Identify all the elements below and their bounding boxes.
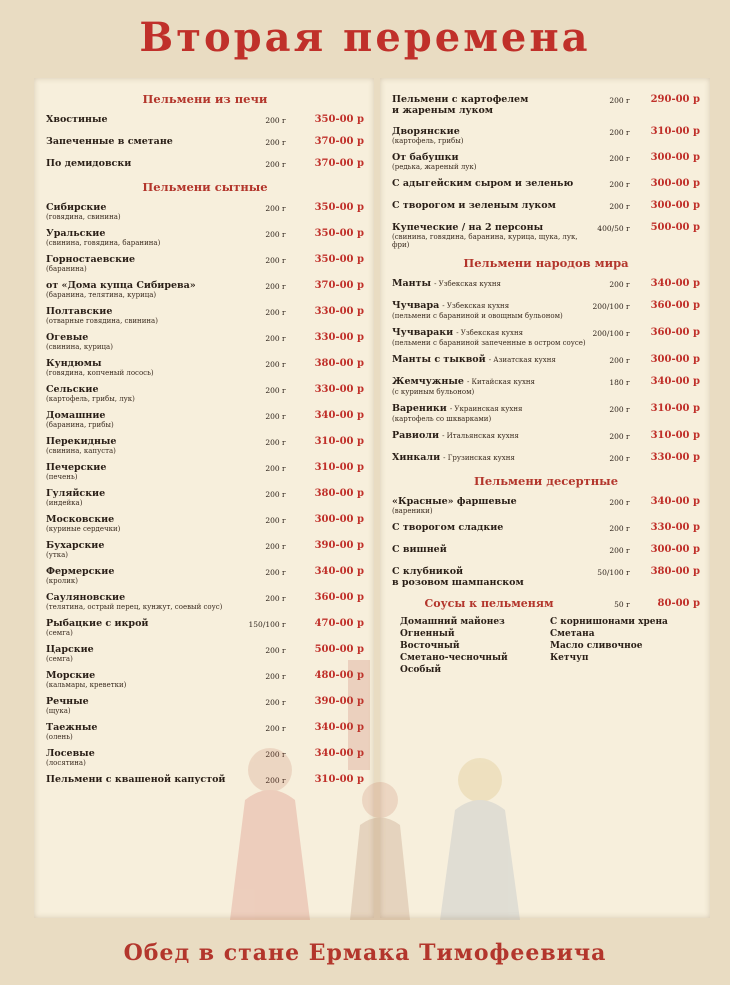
dish-name: Кундюмы: [46, 358, 102, 369]
dish-name: Морские: [46, 670, 96, 681]
dish-price: 480-00 р: [314, 670, 364, 681]
dish-ingredients: (картофель со шкварками): [392, 415, 492, 423]
dish-ingredients: (семга): [46, 629, 73, 637]
menu-item-text: [46, 722, 246, 741]
menu-item-text: [392, 354, 586, 366]
dish-name: По демидовски: [46, 158, 132, 169]
dish-origin: - Узбекская кухня: [434, 280, 501, 288]
menu-item: [46, 202, 364, 221]
dish-origin: - Китайская кухня: [466, 378, 535, 386]
menu-item: [46, 540, 364, 559]
dish-price: 390-00 р: [314, 540, 364, 551]
menu-item: [392, 376, 700, 396]
dish-price: 300-00 р: [650, 544, 700, 555]
dish-name: С адыгейским сыром и зеленью: [392, 178, 574, 189]
dish-weight: 180 г: [609, 378, 630, 387]
dish-weight: 200 г: [265, 568, 286, 577]
dish-price: 360-00 р: [314, 592, 364, 603]
dish-price: 300-00 р: [650, 178, 700, 189]
dish-weight: 200 г: [265, 308, 286, 317]
dish-weight: 200 г: [265, 360, 286, 369]
dish-weight: 200 г: [265, 256, 286, 265]
menu-item: [46, 114, 364, 126]
menu-item-text: [46, 540, 246, 559]
sauce-item: Восточный: [400, 641, 460, 651]
menu-item: [392, 222, 700, 249]
dish-price: 350-00 р: [314, 114, 364, 125]
dish-name: Хвостиные: [46, 114, 108, 125]
menu-item: [46, 254, 364, 273]
sauces-weight: 50 г: [614, 600, 630, 609]
dish-price: 330-00 р: [650, 522, 700, 533]
dish-name: Гуляйские: [46, 488, 106, 499]
menu-item: [46, 566, 364, 585]
dish-ingredients: (свинина, говядина, баранина): [46, 239, 161, 247]
menu-item-text: [46, 436, 246, 455]
menu-item-text: [46, 114, 246, 125]
dish-weight: 200 г: [265, 204, 286, 213]
dish-weight: 200 г: [609, 546, 630, 555]
dish-weight: 400/50 г: [597, 224, 630, 233]
menu-item: [392, 178, 700, 190]
menu-item-text: [46, 358, 246, 377]
dish-name: Лосевые: [46, 748, 95, 759]
sauce-item: Кетчуп: [550, 653, 589, 663]
menu-item-text: [392, 222, 586, 249]
dish-ingredients: (картофель, грибы, лук): [46, 395, 135, 403]
sauces-title: Соусы к пельменям: [424, 597, 554, 610]
dish-weight: 200 г: [265, 724, 286, 733]
menu-item-text: [392, 403, 586, 423]
dish-name: С вишней: [392, 544, 447, 555]
menu-panel-left: [34, 78, 374, 918]
dish-weight: 200 г: [609, 128, 630, 137]
dish-weight: 200 г: [265, 672, 286, 681]
dish-price: 380-00 р: [314, 358, 364, 369]
dish-price: 340-00 р: [650, 278, 700, 289]
dish-weight: 200 г: [609, 432, 630, 441]
dish-ingredients: (лосятина): [46, 759, 86, 767]
sauce-item: Сметано-чесночный: [400, 653, 508, 663]
menu-item: [392, 354, 700, 366]
dish-ingredients: (редька, жареный лук): [392, 163, 477, 171]
dish-name-line2: и жареным луком: [392, 105, 494, 116]
menu-item-text: [392, 178, 586, 189]
dish-price: 370-00 р: [314, 280, 364, 291]
dish-weight: 200 г: [609, 405, 630, 414]
dish-origin: - Азиатская кухня: [488, 356, 556, 364]
dish-name: Полтавские: [46, 306, 113, 317]
dish-price: 500-00 р: [650, 222, 700, 233]
dish-ingredients: (баранина, телятина, курица): [46, 291, 157, 299]
dish-weight: 200 г: [609, 280, 630, 289]
footer-slogan: Обед в стане Ермака Тимофеевича: [123, 940, 607, 966]
menu-item: [46, 670, 364, 689]
menu-item: [392, 94, 700, 116]
menu-item-text: [46, 514, 246, 533]
dish-name: Горностаевские: [46, 254, 136, 265]
dish-ingredients: (печень): [46, 473, 78, 481]
dish-name: С клубникой: [392, 566, 464, 577]
menu-item-text: [46, 136, 246, 147]
section-title: Пельмени народов мира: [463, 256, 629, 270]
section-title: Пельмени десертные: [473, 474, 619, 488]
menu-item: [46, 722, 364, 741]
dish-name: «Красные» фаршевые: [392, 496, 517, 507]
dish-weight: 150/100 г: [248, 620, 286, 629]
menu-item-text: [392, 452, 586, 464]
dish-price: 340-00 р: [314, 566, 364, 577]
menu-item: [46, 488, 364, 507]
dish-ingredients: (пельмени с бараниной и овощным бульоном): [392, 312, 563, 320]
dish-price: 300-00 р: [650, 152, 700, 163]
dish-price: 300-00 р: [650, 354, 700, 365]
menu-item-text: [46, 670, 246, 689]
menu-panel-right: [380, 78, 710, 918]
menu-item: [46, 136, 364, 148]
dish-weight: 200 г: [265, 776, 286, 785]
dish-weight: 200 г: [609, 96, 630, 105]
dish-price: 380-00 р: [314, 488, 364, 499]
menu-item: [46, 158, 364, 170]
dish-ingredients: (телятина, острый перец, кунжут, соевый соус): [46, 603, 223, 611]
menu-item-text: [46, 488, 246, 507]
dish-name: Московские: [46, 514, 115, 525]
dish-name: Запеченные в сметане: [46, 136, 173, 147]
menu-item-text: [46, 332, 246, 351]
dish-ingredients: (пельмени с бараниной запеченные в остром соусе): [392, 339, 586, 347]
menu-item: [392, 327, 700, 347]
menu-item-text: [46, 618, 246, 637]
dish-weight: 200 г: [609, 498, 630, 507]
sauces-header: [392, 598, 700, 610]
menu-item: [392, 544, 700, 556]
dish-ingredients: (кальмары, креветки): [46, 681, 127, 689]
menu-item-text: [46, 228, 246, 247]
menu-item: [46, 774, 364, 786]
menu-item-text: [392, 152, 586, 171]
dish-name: Сауляновские: [46, 592, 126, 603]
sauce-item: Масло сливочное: [550, 641, 643, 651]
dish-price: 310-00 р: [314, 462, 364, 473]
dish-name: Хинкали: [392, 452, 441, 463]
menu-item: [46, 618, 364, 637]
dish-ingredients: (баранина, грибы): [46, 421, 114, 429]
dish-weight: 200 г: [609, 202, 630, 211]
dish-weight: 200 г: [609, 356, 630, 365]
dish-ingredients: (говядина, копченый лосось): [46, 369, 154, 377]
menu-item-text: [46, 748, 246, 767]
dish-weight: 200/100 г: [592, 302, 630, 311]
menu-item-text: [392, 327, 586, 347]
menu-item: [392, 278, 700, 290]
dish-ingredients: (вареники): [392, 507, 433, 515]
dish-price: 350-00 р: [314, 202, 364, 213]
dish-origin: - Узбекская кухня: [442, 302, 510, 310]
dish-weight: 200 г: [265, 282, 286, 291]
dish-weight: 200 г: [609, 524, 630, 533]
dish-weight: 200 г: [265, 386, 286, 395]
menu-item-text: [392, 522, 586, 533]
dish-price: 310-00 р: [650, 403, 700, 414]
dish-name: От бабушки: [392, 152, 459, 163]
menu-item-text: [46, 566, 246, 585]
dish-price: 330-00 р: [314, 306, 364, 317]
dish-weight: 200 г: [265, 464, 286, 473]
dish-ingredients: (индейка): [46, 499, 83, 507]
sauces-col-1: [400, 616, 550, 676]
section-title: Пельмени сытные: [142, 180, 268, 194]
dish-weight: 200 г: [609, 454, 630, 463]
dish-price: 310-00 р: [314, 774, 364, 785]
dish-name: Равиоли: [392, 430, 440, 441]
dish-name: Манты с тыквой: [392, 354, 486, 365]
dish-price: 340-00 р: [314, 410, 364, 421]
dish-ingredients: (с куриным бульоном): [392, 388, 475, 396]
dish-name: Домашние: [46, 410, 106, 421]
menu-item-text: [392, 278, 586, 290]
dish-weight: 200 г: [265, 334, 286, 343]
dish-origin: - Итальянская кухня: [442, 432, 519, 440]
dish-ingredients: (семга): [46, 655, 73, 663]
menu-item: [46, 514, 364, 533]
dish-price: 500-00 р: [314, 644, 364, 655]
dish-price: 330-00 р: [314, 332, 364, 343]
dish-price: 300-00 р: [650, 200, 700, 211]
dish-weight: 200 г: [265, 138, 286, 147]
menu-item-text: [392, 200, 586, 211]
dish-price: 390-00 р: [314, 696, 364, 707]
dish-weight: 200 г: [265, 116, 286, 125]
sauces-list: [400, 616, 700, 676]
dish-name: Вареники: [392, 403, 447, 414]
dish-weight: 200 г: [265, 412, 286, 421]
dish-origin: - Узбекская кухня: [456, 329, 524, 337]
dish-weight: 200 г: [265, 516, 286, 525]
menu-item-text: [392, 94, 586, 116]
menu-item-text: [392, 300, 586, 320]
menu-item: [392, 496, 700, 515]
dish-price: 340-00 р: [314, 722, 364, 733]
dish-name: Речные: [46, 696, 89, 707]
dish-price: 340-00 р: [314, 748, 364, 759]
dish-name: Купеческие / на 2 персоны: [392, 222, 544, 233]
dish-ingredients: (отварные говядина, свинина): [46, 317, 158, 325]
menu-item-text: [392, 126, 586, 145]
dish-ingredients: (говядина, свинина): [46, 213, 121, 221]
menu-item-text: [46, 696, 246, 715]
dish-weight: 200 г: [265, 698, 286, 707]
menu-item-text: [46, 254, 246, 273]
dish-weight: 200/100 г: [592, 329, 630, 338]
dish-price: 380-00 р: [650, 566, 700, 577]
dish-price: 300-00 р: [314, 514, 364, 525]
dish-weight: 200 г: [265, 230, 286, 239]
dish-name: С творогом сладкие: [392, 522, 504, 533]
menu-item: [46, 644, 364, 663]
dish-name: Чучвараки: [392, 327, 454, 338]
dish-name: Рыбацкие с икрой: [46, 618, 149, 629]
dish-price: 370-00 р: [314, 136, 364, 147]
dish-price: 360-00 р: [650, 327, 700, 338]
dish-price: 350-00 р: [314, 254, 364, 265]
dish-price: 350-00 р: [314, 228, 364, 239]
menu-item-text: [46, 306, 246, 325]
dish-weight: 200 г: [265, 542, 286, 551]
sauce-item: Огненный: [400, 629, 455, 639]
dish-name: С творогом и зеленым луком: [392, 200, 556, 211]
dish-price: 340-00 р: [650, 376, 700, 387]
menu-item: [392, 403, 700, 423]
dish-name: Бухарские: [46, 540, 105, 551]
dish-ingredients: (утка): [46, 551, 69, 559]
sauce-item: Особый: [400, 665, 442, 675]
dish-ingredients: (свинина, говядина, баранина, курица, щука, лук, фри): [392, 233, 578, 249]
menu-item: [46, 696, 364, 715]
dish-price: 370-00 р: [314, 158, 364, 169]
menu-item-text: [46, 280, 246, 299]
dish-weight: 200 г: [265, 438, 286, 447]
dish-name: Таежные: [46, 722, 98, 733]
menu-item-text: [46, 644, 246, 663]
dish-weight: 200 г: [609, 154, 630, 163]
menu-item-text: [46, 158, 246, 169]
menu-item: [46, 358, 364, 377]
dish-price: 310-00 р: [650, 430, 700, 441]
dish-origin: - Украинская кухня: [449, 405, 523, 413]
dish-weight: 200 г: [265, 646, 286, 655]
menu-item: [392, 126, 700, 145]
menu-item: [46, 462, 364, 481]
menu-item-text: [46, 384, 246, 403]
menu-item: [392, 522, 700, 534]
dish-ingredients: (свинина, курица): [46, 343, 113, 351]
dish-weight: 200 г: [609, 180, 630, 189]
dish-ingredients: (кролик): [46, 577, 79, 585]
dish-ingredients: (куриные сердечки): [46, 525, 121, 533]
menu-item: [46, 410, 364, 429]
dish-ingredients: (щука): [46, 707, 71, 715]
menu-item-text: [392, 496, 586, 515]
menu-item: [46, 384, 364, 403]
menu-item: [46, 436, 364, 455]
dish-name: Фермерские: [46, 566, 115, 577]
dish-name: Пельмени с квашеной капустой: [46, 774, 226, 785]
menu-item-text: [46, 202, 246, 221]
menu-item-text: [392, 544, 586, 555]
dish-name: Огевые: [46, 332, 89, 343]
menu-item: [392, 200, 700, 212]
dish-price: 310-00 р: [314, 436, 364, 447]
dish-ingredients: (олень): [46, 733, 73, 741]
menu-item-text: [392, 430, 586, 442]
dish-price: 360-00 р: [650, 300, 700, 311]
dish-ingredients: (свинина, капуста): [46, 447, 116, 455]
section-title: Пельмени из печи: [142, 92, 268, 106]
dish-name: Чучвара: [392, 300, 440, 311]
dish-price: 470-00 р: [314, 618, 364, 629]
dish-weight: 200 г: [265, 160, 286, 169]
dish-price: 330-00 р: [314, 384, 364, 395]
menu-item: [392, 152, 700, 171]
dish-price: 310-00 р: [650, 126, 700, 137]
dish-name: Сибирские: [46, 202, 107, 213]
dish-name: Уральские: [46, 228, 106, 239]
menu-item: [46, 748, 364, 767]
menu-item: [46, 228, 364, 247]
sauce-item: Домашний майонез: [400, 617, 505, 627]
dish-name-line2: в розовом шампанском: [392, 577, 524, 588]
menu-item: [392, 300, 700, 320]
dish-price: 330-00 р: [650, 452, 700, 463]
menu-item: [46, 306, 364, 325]
menu-item-text: [46, 462, 246, 481]
page-title: Вторая перемена: [139, 14, 591, 61]
dish-name: Сельские: [46, 384, 99, 395]
dish-name: Перекидные: [46, 436, 117, 447]
dish-price: 340-00 р: [650, 496, 700, 507]
dish-ingredients: (баранина): [46, 265, 87, 273]
dish-origin: - Грузинская кухня: [443, 454, 515, 462]
dish-name: Манты: [392, 278, 432, 289]
dish-weight: 200 г: [265, 594, 286, 603]
menu-item-text: [392, 566, 586, 588]
dish-weight: 200 г: [265, 750, 286, 759]
sauces-price: 80-00 р: [657, 598, 700, 609]
menu-item: [392, 430, 700, 442]
sauces-col-2: [550, 616, 700, 676]
sauce-item: Сметана: [550, 629, 595, 639]
menu-item: [46, 280, 364, 299]
menu-item: [392, 452, 700, 464]
dish-name: Дворянские: [392, 126, 460, 137]
dish-weight: 50/100 г: [597, 568, 630, 577]
menu-item: [46, 332, 364, 351]
dish-name: от «Дома купца Сибирева»: [46, 280, 196, 291]
sauce-item: С корнишонами хрена: [550, 617, 668, 627]
menu-item-text: [392, 376, 586, 396]
dish-name: Печерские: [46, 462, 107, 473]
dish-price: 290-00 р: [650, 94, 700, 105]
dish-name: Жемчужные: [392, 376, 464, 387]
menu-item: [46, 592, 364, 611]
dish-name: Пельмени с картофелем: [392, 94, 529, 105]
menu-item-text: [46, 592, 246, 611]
dish-name: Царские: [46, 644, 94, 655]
dish-ingredients: (картофель, грибы): [392, 137, 464, 145]
menu-item-text: [46, 774, 246, 785]
menu-item: [392, 566, 700, 588]
dish-weight: 200 г: [265, 490, 286, 499]
menu-item-text: [46, 410, 246, 429]
